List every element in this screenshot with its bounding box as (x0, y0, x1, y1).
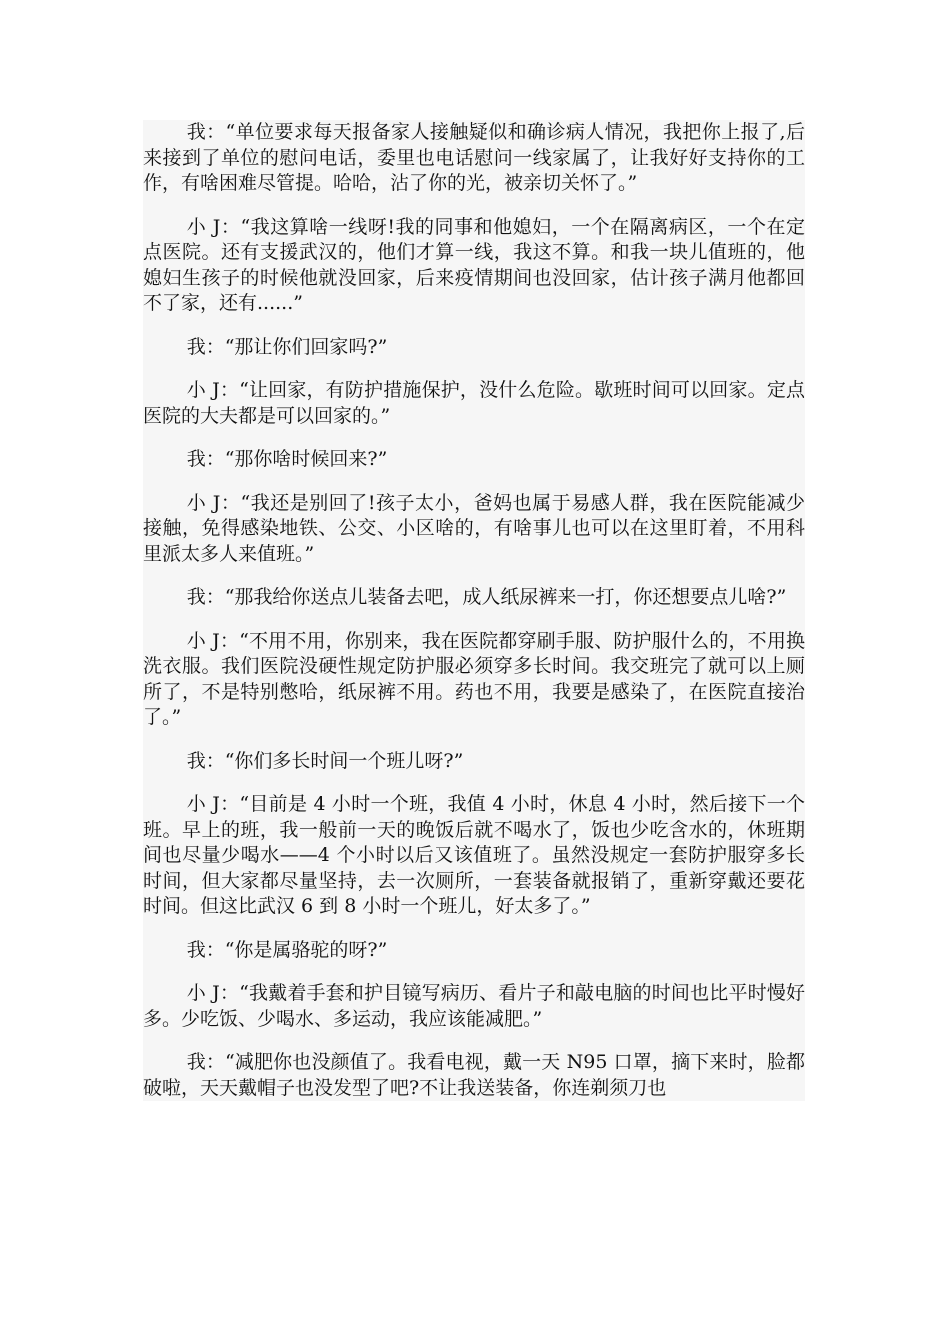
paragraph-1: 我：“单位要求每天报备家人接触疑似和确诊病人情况，我把你上报了,后来接到了单位的慰问电话，委里也电话慰问一线家属了，让我好好支持你的工作，有啥困难尽管提。哈哈，沾了你的光，被亲切关怀了。” (143, 121, 805, 194)
paragraph-9: 我：“你们多长时间一个班儿呀?” (186, 749, 464, 772)
paragraph-4: 小 J：“让回家，有防护措施保护，没什么危险。歇班时间可以回家。定点医院的大夫都是可以回家的。” (143, 379, 805, 427)
paragraph-3: 我：“那让你们回家吗?” (186, 335, 388, 358)
paragraph-10: 小 J：“目前是 4 小时一个班，我值 4 小时，休息 4 小时，然后接下一个班。早上的班，我一般前一天的晚饭后就不喝水了，饭也少吃含水的，休班期间也尽量少喝水——4 个小时以后又该值班了。虽然没规定一套防护服穿多长时间，但大家都尽量坚持，去一次厕所，一套装备就报销了，重新穿戴还要花时间。但这比武汉 6 到 8 小时一个班儿，好太多了。” (143, 793, 805, 917)
paragraph-12: 小 J：“我戴着手套和护目镜写病历、看片子和敲电脑的时间也比平时慢好多。少吃饭、少喝水、多运动，我应该能减肥。” (143, 982, 805, 1030)
paragraph-6: 小 J：“我还是别回了!孩子太小，爸妈也属于易感人群，我在医院能减少接触，免得感染地铁、公交、小区啥的，有啥事儿也可以在这里盯着，不用科里派太多人来值班。” (143, 491, 805, 565)
paragraph-7: 我：“那我给你送点儿装备去吧，成人纸尿裤来一打，你还想要点儿啥?” (186, 586, 787, 608)
paragraph-11: 我：“你是属骆驼的呀?” (186, 938, 388, 961)
paragraph-2: 小 J：“我这算啥一线呀!我的同事和他媳妇，一个在隔离病区，一个在定点医院。还有支援武汉的，他们才算一线，我这不算。和我一块儿值班的，他媳妇生孩子的时候他就没回家，后来疫情期间也没回家，估计孩子满月他都回不了家，还有......” (143, 215, 805, 314)
paragraph-8: 小 J：“不用不用，你别来，我在医院都穿刷手服、防护服什么的，不用换洗衣服。我们医院没硬性规定防护服必须穿多长时间。我交班完了就可以上厕所了，不是特别憋哈，纸尿裤不用。药也不用，我要是感染了，在医院直接治了。” (143, 629, 805, 728)
dialogue-text-block (143, 120, 805, 1101)
paragraph-5: 我：“那你啥时候回来?” (186, 448, 388, 470)
paragraph-13: 我：“减肥你也没颜值了。我看电视，戴一天 N95 口罩，摘下来时，脸都破啦，天天戴帽子也没发型了吧?不让我送装备，你连剃须刀也 (143, 1051, 805, 1099)
